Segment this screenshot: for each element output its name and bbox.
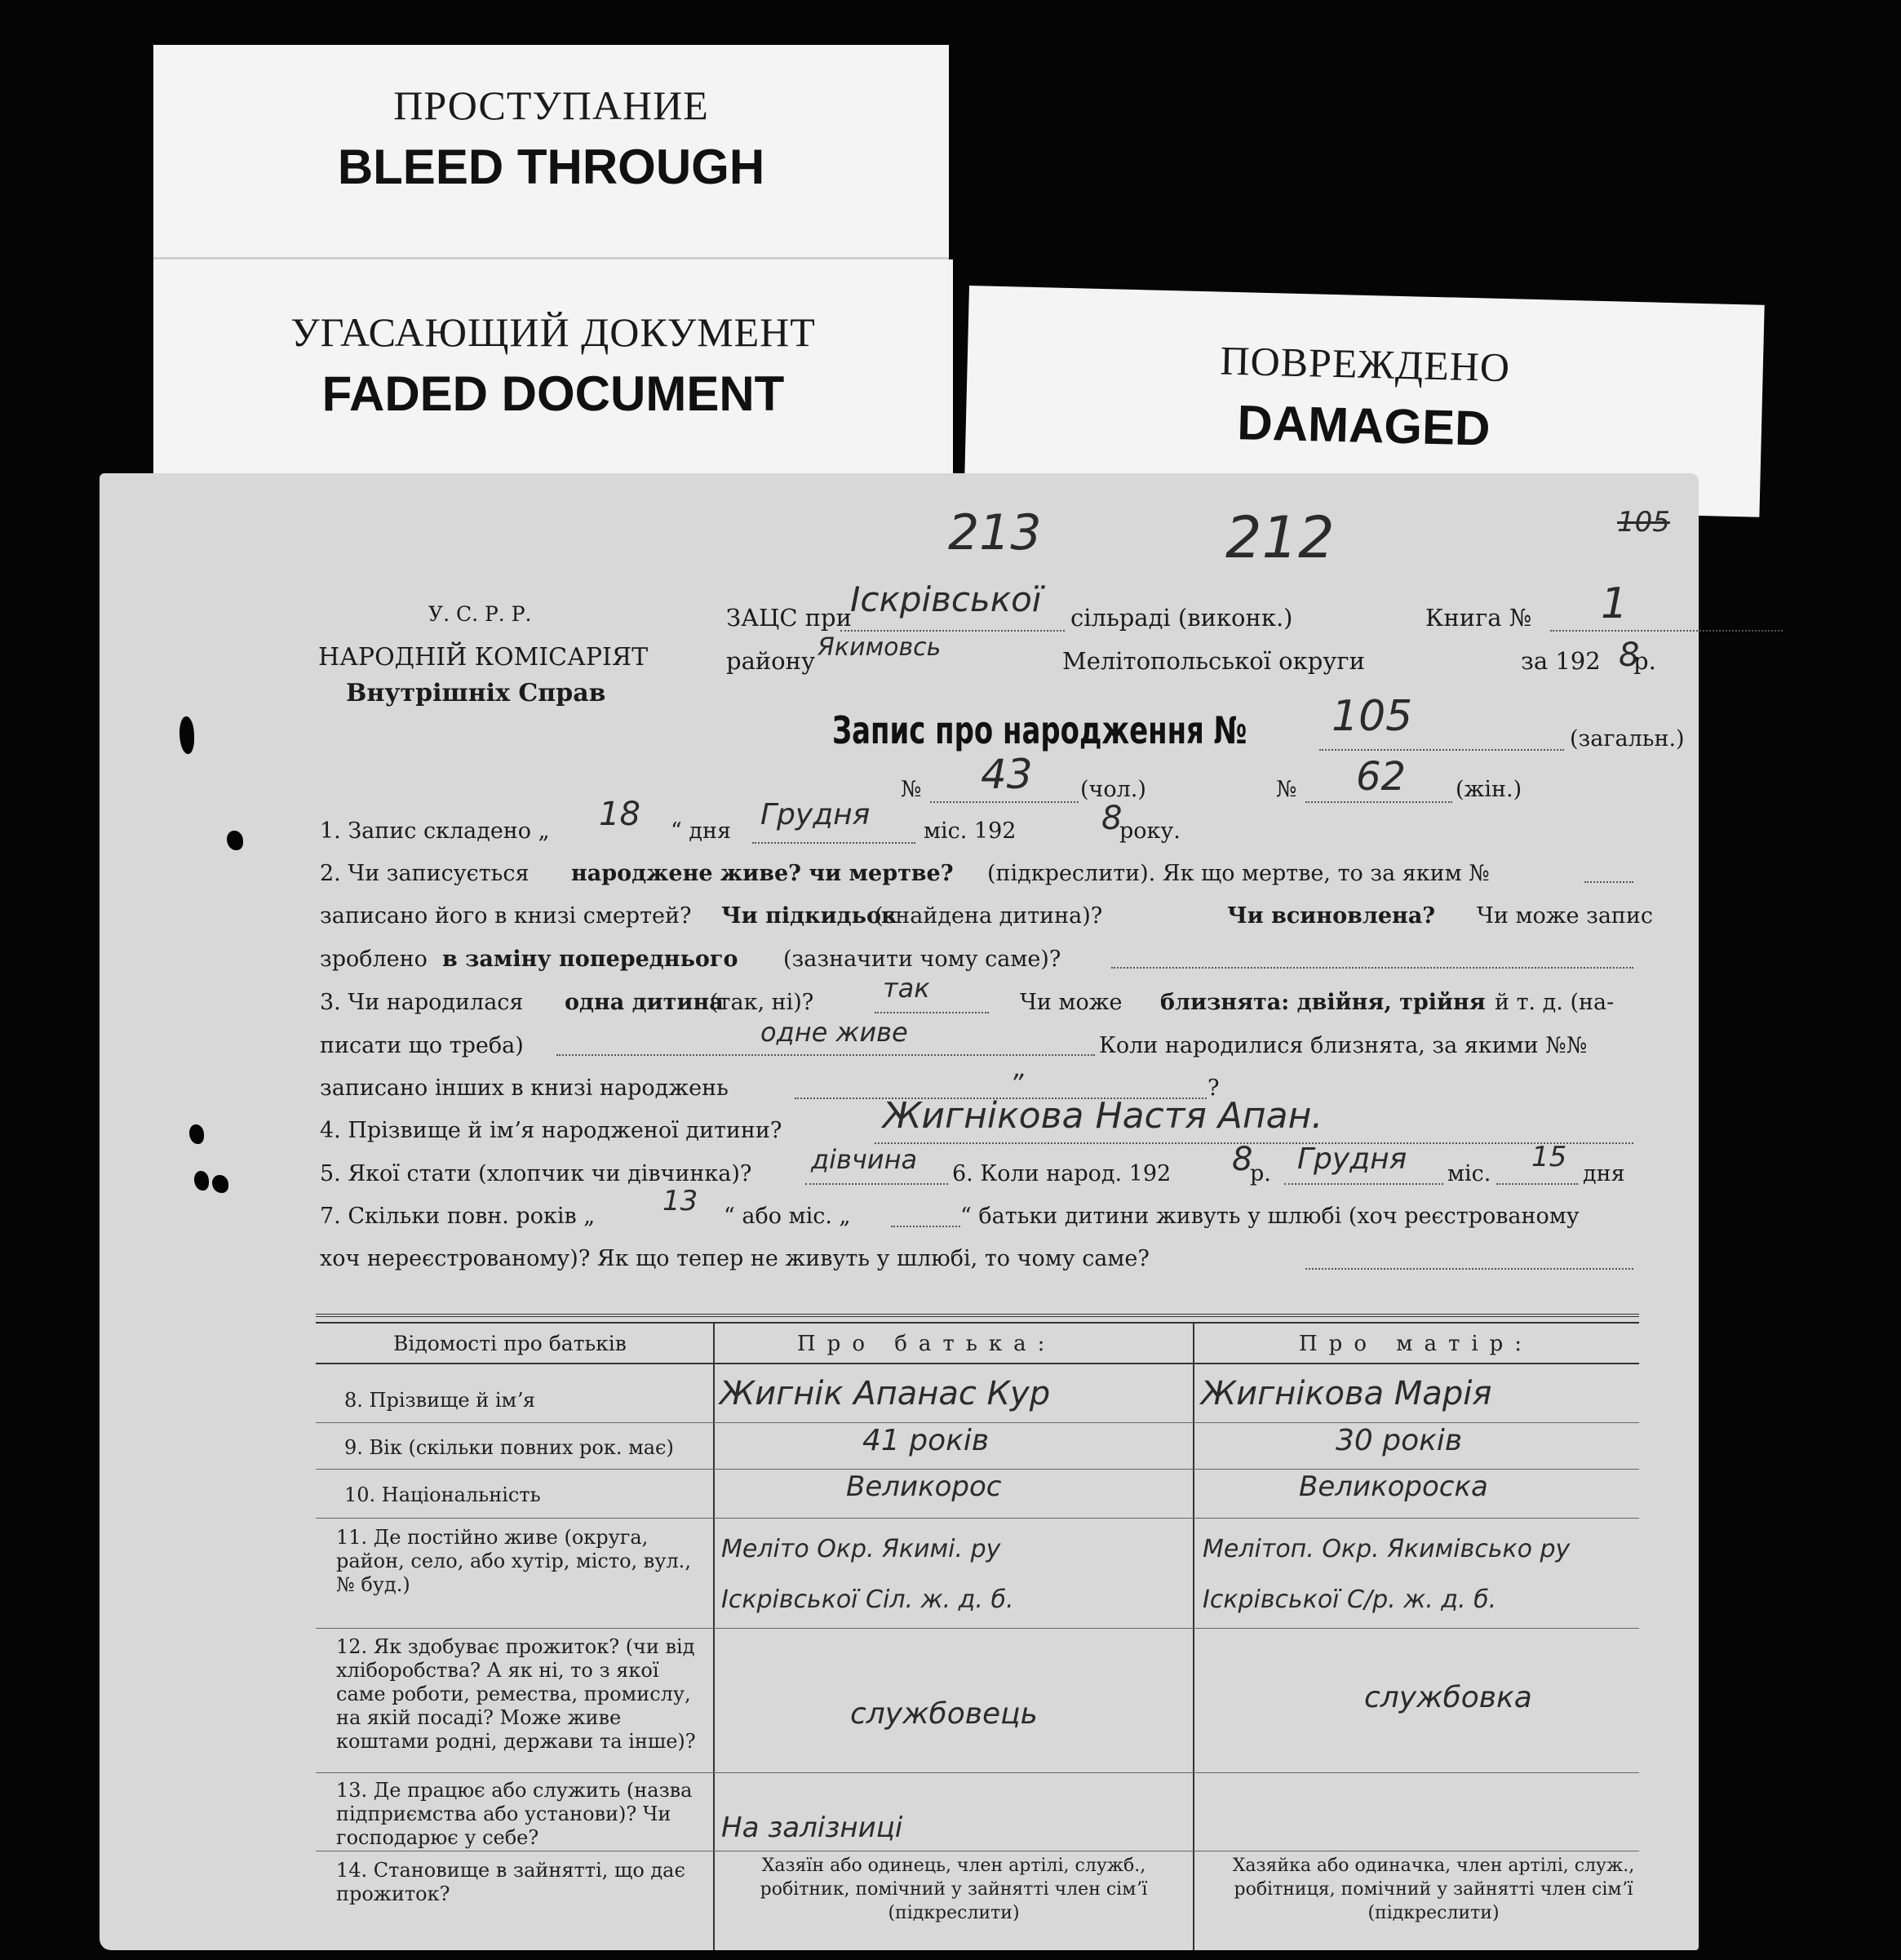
q2-foundling: Чи підкидьок [721,903,897,929]
fill-line [930,801,1079,803]
fill-line [840,630,1065,632]
male-no-label: № [901,777,922,802]
q6-label: 6. Коли народ. 192 [952,1161,1172,1186]
q3-one-child: одна дитина [565,990,724,1015]
q3-maybe: Чи може [1020,990,1123,1015]
q7-registered: “ батьки дитини живуть у шлюбі (хоч реєстрованому [960,1204,1580,1229]
q3-twins-numbers: Коли народилися близнята, за якими №№ [1099,1033,1588,1058]
q3-birth-book: записано інших в книзі народжень [320,1075,729,1101]
record-year-label: міс. 192 [924,818,1017,844]
table-top-rule [316,1314,1639,1317]
punch-hole [212,1175,228,1193]
faded-document-label-en: FADED DOCUMENT [321,366,785,421]
fill-line [1319,749,1564,751]
fill-line [752,842,915,844]
q5-label: 5. Якої стати (хлопчик чи дівчинка)? [320,1161,752,1186]
father-name: Жигнік Апанас Кур [720,1375,1051,1412]
zags-label: ЗАЦС при [726,604,852,632]
record-day: 18 [599,796,640,833]
book-label: Книга № [1425,604,1532,632]
row12-label: 12. Як здобуває прожиток? (чи від хліборобства? А як ні, то з якої саме роботи, ремества, промислу, на якій посаді? Може живе коштами родні, держави та інше)? [336,1635,696,1753]
bleed-through-label-ru: ПРОСТУПАНИЕ [393,82,709,128]
zags-value: Іскрівської [850,579,1042,619]
birth-year: 8 [1232,1141,1253,1178]
bleed-through-card [153,45,949,259]
punch-hole [189,1124,204,1144]
q7-months: “ або міс. „ [724,1204,851,1229]
mother-name: Жигнікова Марія [1201,1375,1492,1412]
row11-label: 11. Де постійно живе (округа, район, село, або хутір, місто, вул., № буд.) [336,1526,691,1596]
damaged-label-ru: ПОВРЕЖДЕНО [1219,337,1511,391]
father-nationality: Великорос [846,1470,1002,1503]
fill-line [1550,630,1783,632]
general-label: (загальн.) [1570,726,1685,752]
faded-document-card [153,259,953,496]
table-rule [316,1422,1639,1423]
fill-line [891,1226,960,1227]
row8-label: 8. Прізвище й імʼя [344,1389,535,1412]
row13-label: 13. Де працює або служить (назва підприємства або установи)? Чи господарює у себе? [336,1779,693,1849]
table-rule [316,1772,1639,1773]
q2-foundling-hint: (знайдена дитина)? [875,903,1103,929]
fill-line [1584,881,1633,883]
birth-record-document [100,473,1699,1950]
female-number: 62 [1356,754,1407,800]
female-label: (жін.) [1456,777,1522,802]
male-number: 43 [981,751,1033,798]
q2-replacement-hint: (зазначити чому саме)? [783,947,1061,972]
father-status-options: Хазяїн або одинець, член артілі, служб., робітник, помічний у зайнятті член сімʼї (підкреслити) [760,1856,1148,1923]
birth-day-label: дня [1583,1161,1625,1186]
fill-line [1284,1183,1443,1185]
child-name: Жигнікова Настя Апан. [883,1095,1323,1137]
q3-label: 3. Чи народилася [320,990,524,1015]
record-date-label: 1. Запис складено „ [320,818,550,844]
mother-status-options: Хазяйка або одиначка, член артілі, служ., робітниця, помічний у зайнятті член сімʼї (підкреслити) [1232,1856,1635,1923]
table-rule [316,1628,1639,1629]
q3-value-2: одне живе [760,1017,908,1048]
book-value: 1 [1601,579,1628,628]
father-residence: Меліто Окр. Якимі. ру Іскрівської Сіл. ж. д. б. [721,1535,1014,1614]
table-col-divider [713,1322,715,1950]
rayonu-value: Якимовсь [818,633,942,662]
archive-number-3: 105 [1617,506,1670,539]
father-workplace: На залізниці [721,1811,903,1844]
record-title: Запис про народження № [832,708,1247,752]
father-occupation: службовець [850,1697,1038,1731]
birth-month-label: міс. [1447,1161,1491,1186]
q2-label: 2. Чи записується [320,861,530,886]
row10-label: 10. Національність [344,1483,541,1506]
year-value: 8 [1619,636,1640,674]
punch-hole [227,831,243,850]
father-age: 41 років [862,1424,990,1457]
okrugy-label: Мелітопольської округи [1062,647,1365,675]
mother-nationality: Великороска [1299,1470,1488,1503]
q7-label: 7. Скільки повн. років „ [320,1204,596,1229]
q3-etc: й т. д. (на- [1495,990,1615,1015]
org-ussr: У. С. Р. Р. [428,602,532,626]
fill-line [875,1142,1633,1144]
child-sex: дівчина [811,1144,918,1175]
bleed-through-label-en: BLEED THROUGH [337,140,765,194]
punch-hole [179,716,194,754]
q2-adopted: Чи всиновлена? [1227,903,1436,929]
faded-document-label-ru: УГАСАЮЩИЙ ДОКУМЕНТ [290,309,816,355]
fill-line [1305,801,1452,803]
archive-number-1: 213 [948,504,1042,561]
fill-line [1305,1268,1633,1270]
q4-label: 4. Прізвище й імʼя народженої дитини? [320,1118,782,1143]
record-year-suffix: року. [1119,818,1181,844]
org-commissariat: НАРОДНІЙ КОМІСАРІЯТ [318,643,649,672]
mother-occupation: службовка [1364,1681,1532,1714]
male-label: (чол.) [1080,777,1146,802]
table-rule [316,1469,1639,1470]
record-number: 105 [1332,692,1413,741]
row9-label: 9. Вік (скільки повних рок. має) [344,1436,674,1459]
mother-age: 30 років [1336,1424,1463,1457]
damaged-label-en: DAMAGED [1236,395,1491,456]
q3-value: так [883,973,930,1004]
rayonu-label: району [726,647,816,675]
q2-death-book: записано його в книзі смертей? [320,903,692,929]
selradi-label: сільраді (виконк.) [1070,604,1293,632]
table-col-divider [1193,1322,1194,1950]
female-no-label: № [1276,777,1297,802]
fill-line [1496,1183,1578,1185]
birth-year-suffix: р. [1250,1161,1271,1186]
q3-yes-no: (так, ні)? [710,990,814,1015]
q2-alive-dead: народжене живе? чи мертве? [571,861,954,886]
q2-made: зроблено [320,947,428,972]
table-rule [316,1518,1639,1519]
fill-line [805,1183,948,1185]
col-head-mother: Про матір: [1299,1332,1534,1356]
table-rule [316,1363,1639,1364]
row14-label: 14. Становище в зайнятті, що дає прожиток? [336,1859,685,1905]
col-head-info: Відомості про батьків [393,1332,627,1355]
punch-hole [194,1171,209,1191]
q2-underline-hint: (підкреслити). Як що мертве, то за яким № [987,861,1490,886]
table-rule [316,1322,1639,1324]
q7-unregistered: хоч нереєстрованому)? Як що тепер не живуть у шлюбі, то чому саме? [320,1246,1150,1271]
birth-day: 15 [1531,1141,1567,1173]
q2-replacement: в заміну попереднього [442,947,738,972]
q2-replacement-q: Чи може запис [1477,903,1654,929]
record-month: Грудня [760,798,871,831]
fill-line [875,1012,989,1013]
archive-number-2: 212 [1225,504,1335,571]
year-label: за 192 [1521,647,1601,675]
record-year: 8 [1101,800,1123,837]
col-head-father: Про батька: [797,1332,1057,1356]
fill-line [1111,967,1633,969]
birth-month: Грудня [1297,1142,1407,1176]
record-day-suffix: “ дня [671,818,732,844]
q3-twins: близнята: двійня, трійня [1160,990,1486,1015]
marriage-years: 13 [662,1185,698,1217]
q3-q-mark: ? [1208,1075,1220,1101]
org-internal-affairs: Внутрішніх Справ [346,679,606,707]
year-suffix: р. [1633,647,1656,675]
q3-value-3: „ [1013,1053,1027,1084]
mother-residence: Мелітоп. Окр. Якимівсько ру Іскрівської С/р. ж. д. б. [1203,1535,1571,1614]
q3-write: писати що треба) [320,1033,524,1058]
